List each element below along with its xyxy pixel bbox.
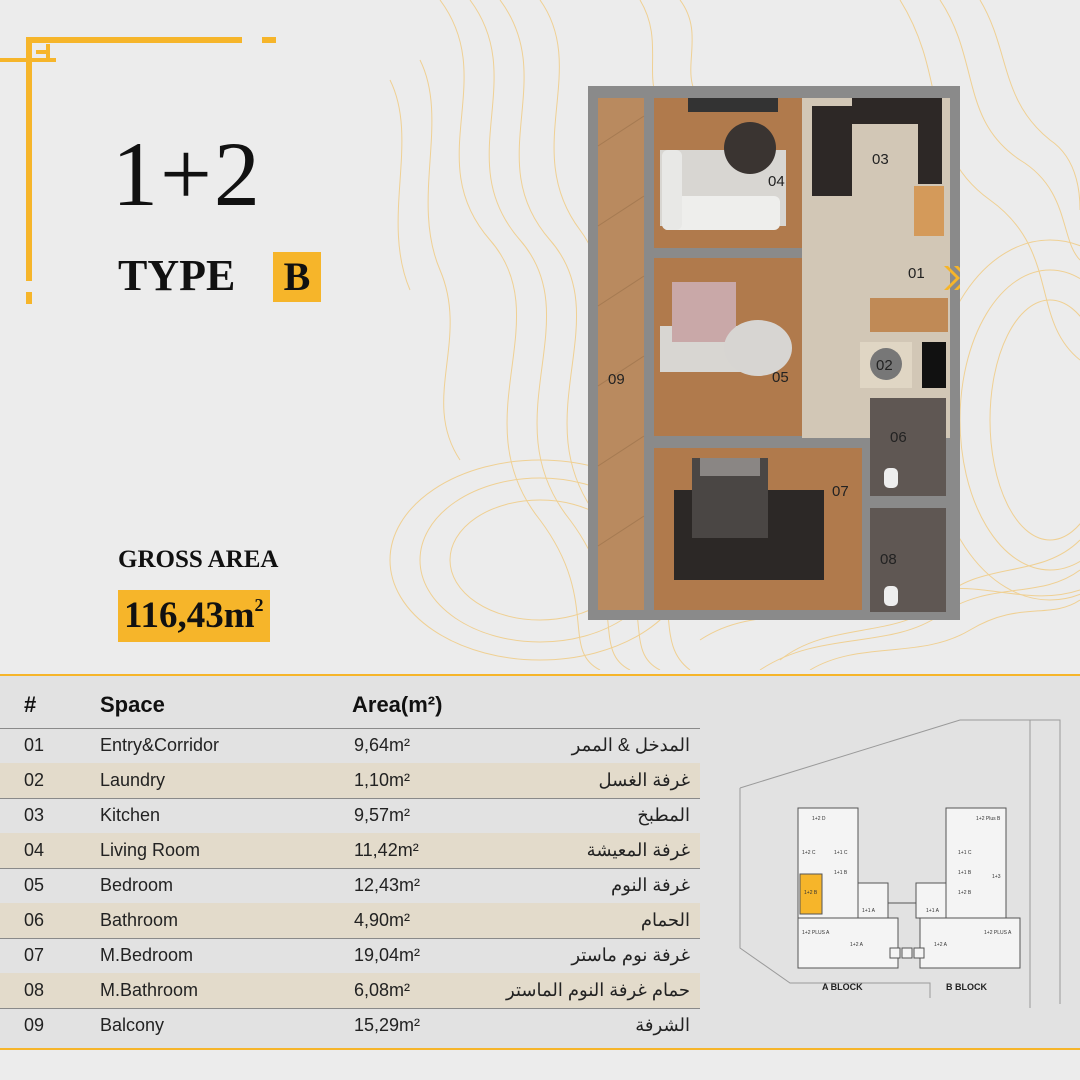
type-letter-badge: B: [273, 252, 321, 302]
table-row: [0, 728, 700, 763]
row-arabic: غرفة الغسل: [598, 770, 690, 790]
table-row: [0, 763, 700, 798]
row-area: 9,64m²: [354, 735, 411, 755]
row-num: 08: [24, 980, 45, 1000]
frame-line-top: [26, 37, 242, 43]
row-space: Living Room: [100, 840, 201, 860]
site-label-a-11c: 1+1 C: [834, 850, 848, 856]
room-number-03: 03: [872, 151, 889, 168]
site-label-a-11b: 1+1 B: [834, 870, 848, 876]
row-area: 6,08m²: [354, 980, 411, 1000]
row-area: 15,29m²: [354, 1015, 421, 1035]
room-number-08: 08: [880, 551, 897, 568]
row-num: 02: [24, 770, 45, 790]
site-plan: [730, 708, 1080, 1008]
site-label-b-12plusb: 1+2 Plus B: [976, 816, 1001, 822]
floor-plan: [588, 86, 960, 620]
site-label-a-11a: 1+1 A: [862, 908, 875, 914]
row-arabic: المطبخ: [637, 805, 690, 825]
table-row: [0, 903, 700, 938]
row-area: 1,10m²: [354, 770, 411, 790]
site-label-a-12c: 1+2 C: [802, 850, 816, 856]
site-label-b-11b: 1+1 B: [958, 870, 972, 876]
row-arabic: الشرفة: [635, 1015, 690, 1035]
gross-area-value: [118, 590, 270, 642]
site-label-b-12plusa: 1+2 PLUS A: [984, 930, 1012, 936]
row-arabic: غرفة المعيشة: [586, 840, 690, 860]
row-space: Bathroom: [100, 910, 179, 930]
row-space: Balcony: [100, 1015, 165, 1035]
room-number-01: 01: [908, 265, 925, 282]
site-label-a-12b: 1+2 B: [804, 890, 818, 896]
table-row: [0, 868, 700, 903]
site-label-a-12d: 1+2 D: [812, 816, 826, 822]
site-label-a-12plusa: 1+2 PLUS A: [802, 930, 830, 936]
gross-area-unit-sup: 2: [254, 595, 264, 615]
site-label-b-13: 1+3: [992, 874, 1001, 880]
type-label: TYPE: [118, 251, 236, 300]
row-space: Bedroom: [100, 875, 174, 895]
header-num: #: [24, 692, 37, 717]
row-space: M.Bathroom: [100, 980, 199, 1000]
header-area: Area(m²): [352, 692, 443, 717]
b-block-tower: [946, 808, 1006, 918]
a-block-label: A BLOCK: [822, 982, 863, 992]
row-num: 03: [24, 805, 45, 825]
site-label-b-11a: 1+1 A: [926, 908, 939, 914]
b-block-label: B BLOCK: [946, 982, 987, 992]
header-space: Space: [100, 692, 165, 717]
gross-area-number: 116,43m: [124, 595, 255, 636]
row-area: 11,42m²: [354, 840, 419, 860]
balcony-area: [598, 98, 644, 610]
room-number-09: 09: [608, 371, 625, 388]
row-space: Laundry: [100, 770, 166, 790]
room-number-07: 07: [832, 483, 849, 500]
row-num: 09: [24, 1015, 45, 1035]
bathroom-area: [870, 398, 946, 496]
table-row: [0, 798, 700, 833]
room-number-06: 06: [890, 429, 907, 446]
room-number-04: 04: [768, 173, 785, 190]
row-num: 07: [24, 945, 45, 965]
row-area: 12,43m²: [354, 875, 421, 895]
table-row: [0, 1008, 700, 1043]
row-space: M.Bedroom: [100, 945, 194, 965]
table-row: [0, 833, 700, 868]
site-label-a-12a: 1+2 A: [850, 942, 863, 948]
room-number-02: 02: [876, 357, 893, 374]
row-arabic: حمام غرفة النوم الماستر: [506, 980, 690, 1000]
site-label-b-11c: 1+1 C: [958, 850, 972, 856]
row-num: 05: [24, 875, 45, 895]
row-num: 04: [24, 840, 45, 860]
gross-area-label: GROSS AREA: [118, 546, 279, 573]
row-arabic: المدخل & الممر: [571, 735, 690, 755]
site-label-b-12a: 1+2 A: [934, 942, 947, 948]
row-num: 06: [24, 910, 45, 930]
a-block-wing: [798, 918, 898, 968]
unit-type-title: 1+2: [112, 123, 262, 225]
row-area: 19,04m²: [354, 945, 421, 965]
frame-line-left: [26, 37, 32, 281]
row-space: Entry&Corridor: [100, 735, 220, 755]
frame-line-top-dash: [262, 37, 276, 43]
frame-corner-h2: [36, 50, 50, 54]
table-row: [0, 973, 700, 1008]
frame-line-left-dash: [26, 292, 32, 304]
table-row: [0, 938, 700, 973]
site-label-b-12b: 1+2 B: [958, 890, 972, 896]
row-area: 9,57m²: [354, 805, 411, 825]
row-arabic: الحمام: [640, 910, 690, 930]
row-area: 4,90m²: [354, 910, 411, 930]
row-arabic: غرفة نوم ماستر: [571, 945, 690, 965]
row-arabic: غرفة النوم: [611, 875, 690, 895]
room-number-05: 05: [772, 369, 789, 386]
row-num: 01: [24, 735, 45, 755]
row-space: Kitchen: [100, 805, 161, 825]
